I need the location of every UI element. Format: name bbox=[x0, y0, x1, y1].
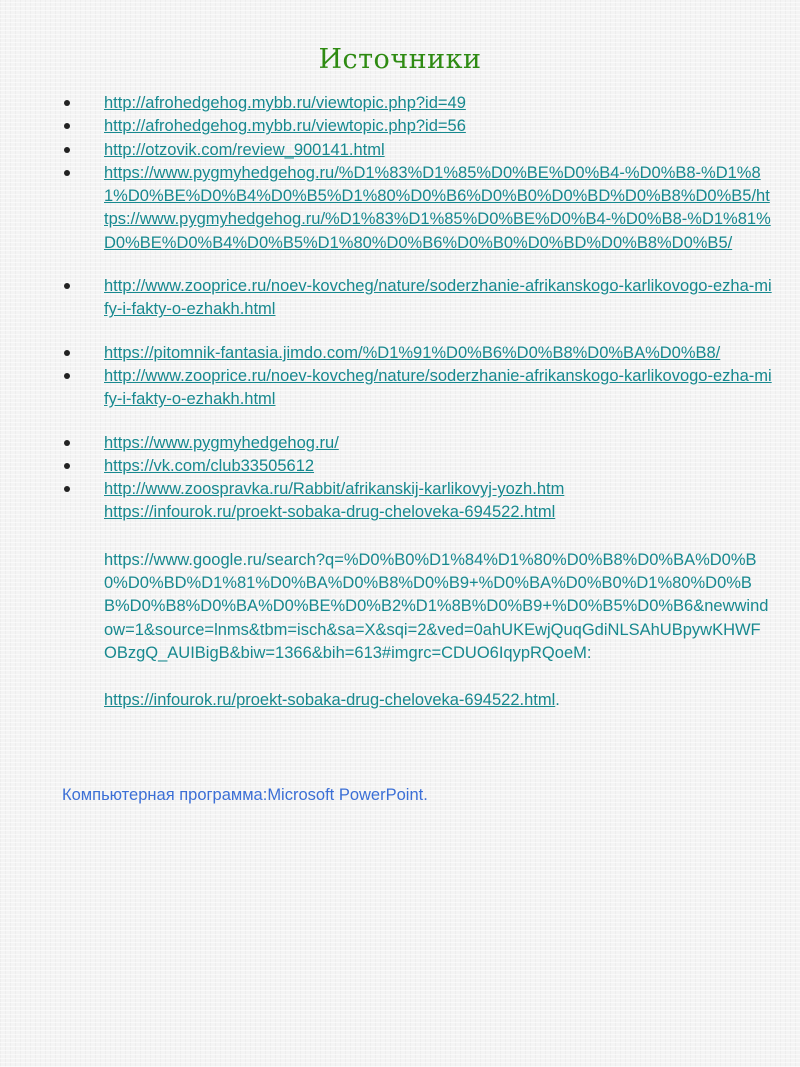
list-item bbox=[60, 342, 772, 365]
source-link[interactable]: https://www.pygmyhedgehog.ru/%D1%83%D1%85%D0%BE%D0%B4-%D0%B8-%D1%81%D0%BE%D0%B4%D0%B5%D1%80%D0%B6%D0%B0%D0%BD%D0%B8%D0%B5/https://www.pygmyhedgehog.ru/%D1%83%D1%85%D0%BE%D0%B4-%D0%B8-%D1%81%D0%BE%D0%B4%D0%B5%D1%80%D0%B6%D0%B0%D0%BD%D0%B8%D0%B5/ bbox=[104, 163, 771, 252]
trailing-period: . bbox=[555, 691, 560, 710]
source-link[interactable]: http://www.zooprice.ru/noev-kovcheg/nature/soderzhanie-afrikanskogo-karlikovogo-ezha-mify-i-fakty-o-ezhakh.html bbox=[104, 366, 772, 409]
source-link[interactable]: https://vk.com/club33505612 bbox=[104, 456, 315, 475]
list-item bbox=[60, 139, 772, 162]
list-item bbox=[60, 432, 772, 455]
source-link[interactable]: https://infourok.ru/proekt-sobaka-drug-cheloveka-694522.html bbox=[104, 691, 556, 710]
list-item bbox=[60, 162, 772, 255]
list-item bbox=[60, 365, 772, 412]
bullet-icon bbox=[64, 147, 70, 153]
source-link[interactable]: http://afrohedgehog.mybb.ru/viewtopic.php?id=49 bbox=[104, 94, 466, 112]
page-title: Источники bbox=[318, 44, 482, 75]
source-link[interactable]: https://infourok.ru/proekt-sobaka-drug-cheloveka-694522.html bbox=[104, 503, 556, 522]
source-link[interactable]: http://afrohedgehog.mybb.ru/viewtopic.php?id=56 bbox=[104, 117, 466, 136]
source-link[interactable]: http://otzovik.com/review_900141.html bbox=[104, 140, 385, 159]
list-item bbox=[60, 275, 772, 322]
source-link[interactable]: https://pitomnik-fantasia.jimdo.com/%D1%91%D0%B6%D0%B8%D0%BA%D0%B8/ bbox=[104, 343, 721, 362]
list-item bbox=[60, 115, 772, 138]
source-link[interactable]: http://www.zoospravka.ru/Rabbit/afrikanskij-karlikovyj-yozh.htm bbox=[104, 480, 565, 499]
bullet-icon bbox=[64, 100, 70, 106]
source-link[interactable]: http://www.zooprice.ru/noev-kovcheg/nature/soderzhanie-afrikanskogo-karlikovogo-ezha-mify-i-fakty-o-ezhakh.html bbox=[104, 277, 772, 319]
footer-note: Компьютерная программа:Microsoft PowerPoint. bbox=[62, 786, 428, 804]
bullet-icon bbox=[64, 373, 70, 379]
list-item bbox=[60, 455, 772, 478]
sources-list bbox=[60, 92, 772, 713]
bullet-icon bbox=[64, 170, 70, 176]
bullet-icon bbox=[64, 350, 70, 356]
bullet-icon bbox=[64, 486, 70, 492]
bullet-icon bbox=[64, 123, 70, 129]
bullet-icon bbox=[64, 440, 70, 446]
source-line bbox=[104, 689, 772, 712]
list-item bbox=[60, 92, 772, 115]
bullet-icon bbox=[64, 463, 70, 469]
source-text: https://www.google.ru/search?q=%D0%B0%D1%84%D1%80%D0%B8%D0%BA%D0%B0%D0%BD%D1%81%D0%BA%D0%B8%D0%B9+%D0%BA%D0%B0%D1%80%D0%BB%D0%B8%D0%BA%D0%BE%D0%B2%D1%8B%D0%B9+%D0%B5%D0%B6&newwindow=1&source=lnms&tbm=isch&sa=X&sqi=2&ved=0ahUKEwjQuqGdiNLSAhUBpywKHWFOBzgQ_AUIBigB&biw=1366&bih=613#imgrc=CDUO6IqypRQoeM: bbox=[104, 550, 769, 662]
bullet-icon bbox=[64, 283, 70, 289]
list-item bbox=[60, 478, 772, 712]
source-link[interactable]: https://www.pygmyhedgehog.ru/ bbox=[104, 433, 339, 452]
